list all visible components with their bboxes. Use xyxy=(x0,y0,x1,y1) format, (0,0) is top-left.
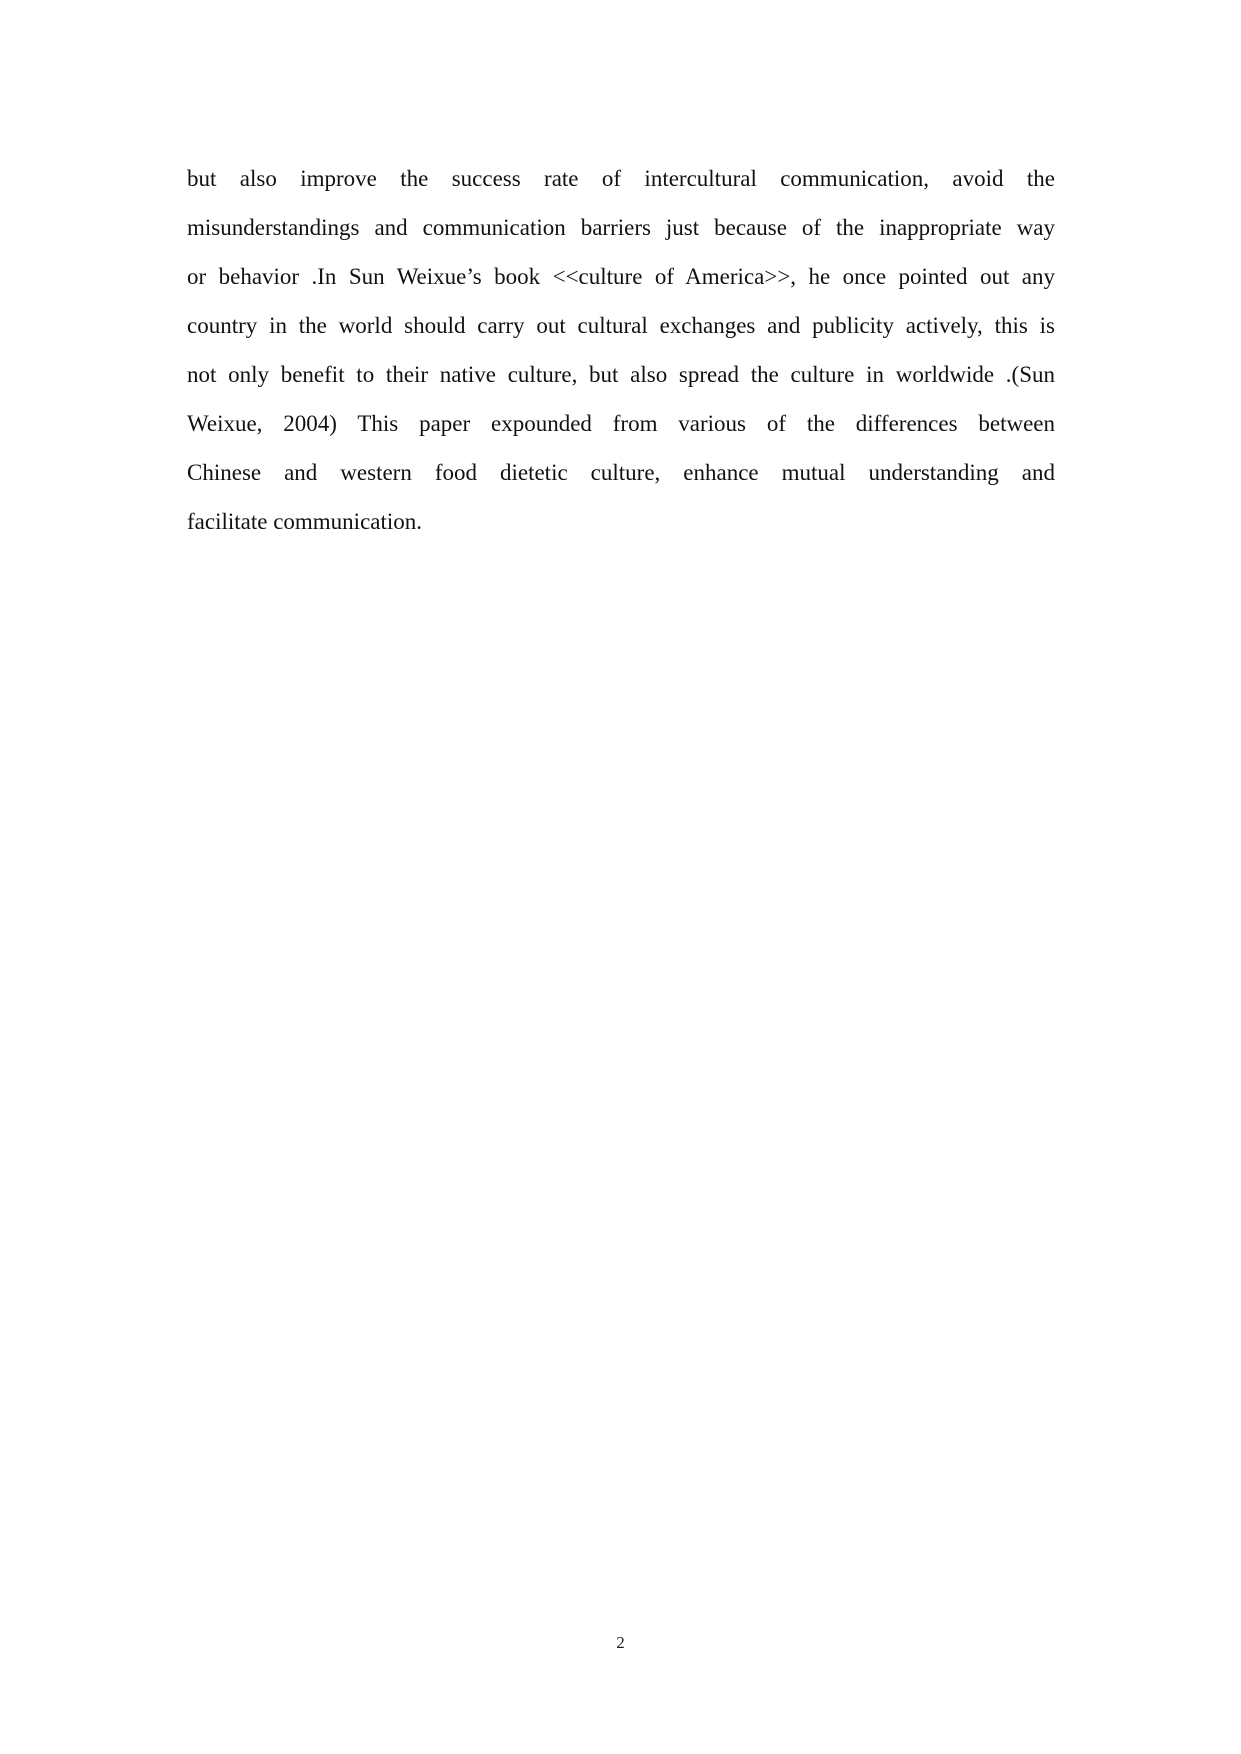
paragraph-line-8: facilitate communication. xyxy=(187,509,423,534)
paragraph-line-3: or behavior .In Sun Weixue’s book <<culture of America>>, he once pointed out any xyxy=(187,264,1055,289)
paragraph-line-2: misunderstandings and communication barriers just because of the inappropriate way xyxy=(187,215,1055,240)
page-number: 2 xyxy=(616,1633,625,1652)
paragraph-line-4: country in the world should carry out cultural exchanges and publicity actively, this is xyxy=(187,313,1055,338)
body-paragraph xyxy=(187,154,1055,546)
paragraph-line-7: Chinese and western food dietetic culture, enhance mutual understanding and xyxy=(187,460,1055,485)
paragraph-line-6: Weixue, 2004) This paper expounded from various of the differences between xyxy=(187,411,1055,436)
paragraph-line-1: but also improve the success rate of intercultural communication, avoid the xyxy=(187,166,1055,191)
paragraph-line-5: not only benefit to their native culture, but also spread the culture in worldwide .(Sun xyxy=(187,362,1055,387)
